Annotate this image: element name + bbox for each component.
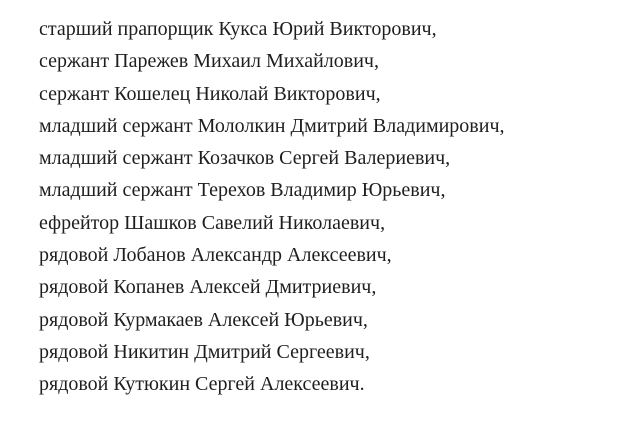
list-line: сержант Кошелец Николай Викторович,: [39, 82, 381, 105]
name-list: [39, 13, 629, 401]
list-line: рядовой Лобанов Александр Алексеевич,: [39, 244, 392, 267]
list-line: старший прапорщик Кукса Юрий Викторович,: [39, 18, 437, 40]
list-line: рядовой Копанев Алексей Дмитриевич,: [39, 276, 377, 299]
list-line: рядовой Курмакаев Алексей Юрьевич,: [39, 308, 368, 331]
list-line: младший сержант Терехов Владимир Юрьевич,: [39, 179, 446, 202]
list-line: младший сержант Мололкин Дмитрий Владимирович,: [39, 114, 505, 137]
list-line: младший сержант Козачков Сергей Валериевич,: [39, 147, 451, 170]
list-line: рядовой Кутюкин Сергей Алексеевич.: [39, 373, 365, 396]
list-line: сержант Парежев Михаил Михайлович,: [39, 50, 379, 73]
list-line: рядовой Никитин Дмитрий Сергеевич,: [39, 340, 370, 363]
list-line: ефрейтор Шашков Савелий Николаевич,: [39, 211, 386, 234]
